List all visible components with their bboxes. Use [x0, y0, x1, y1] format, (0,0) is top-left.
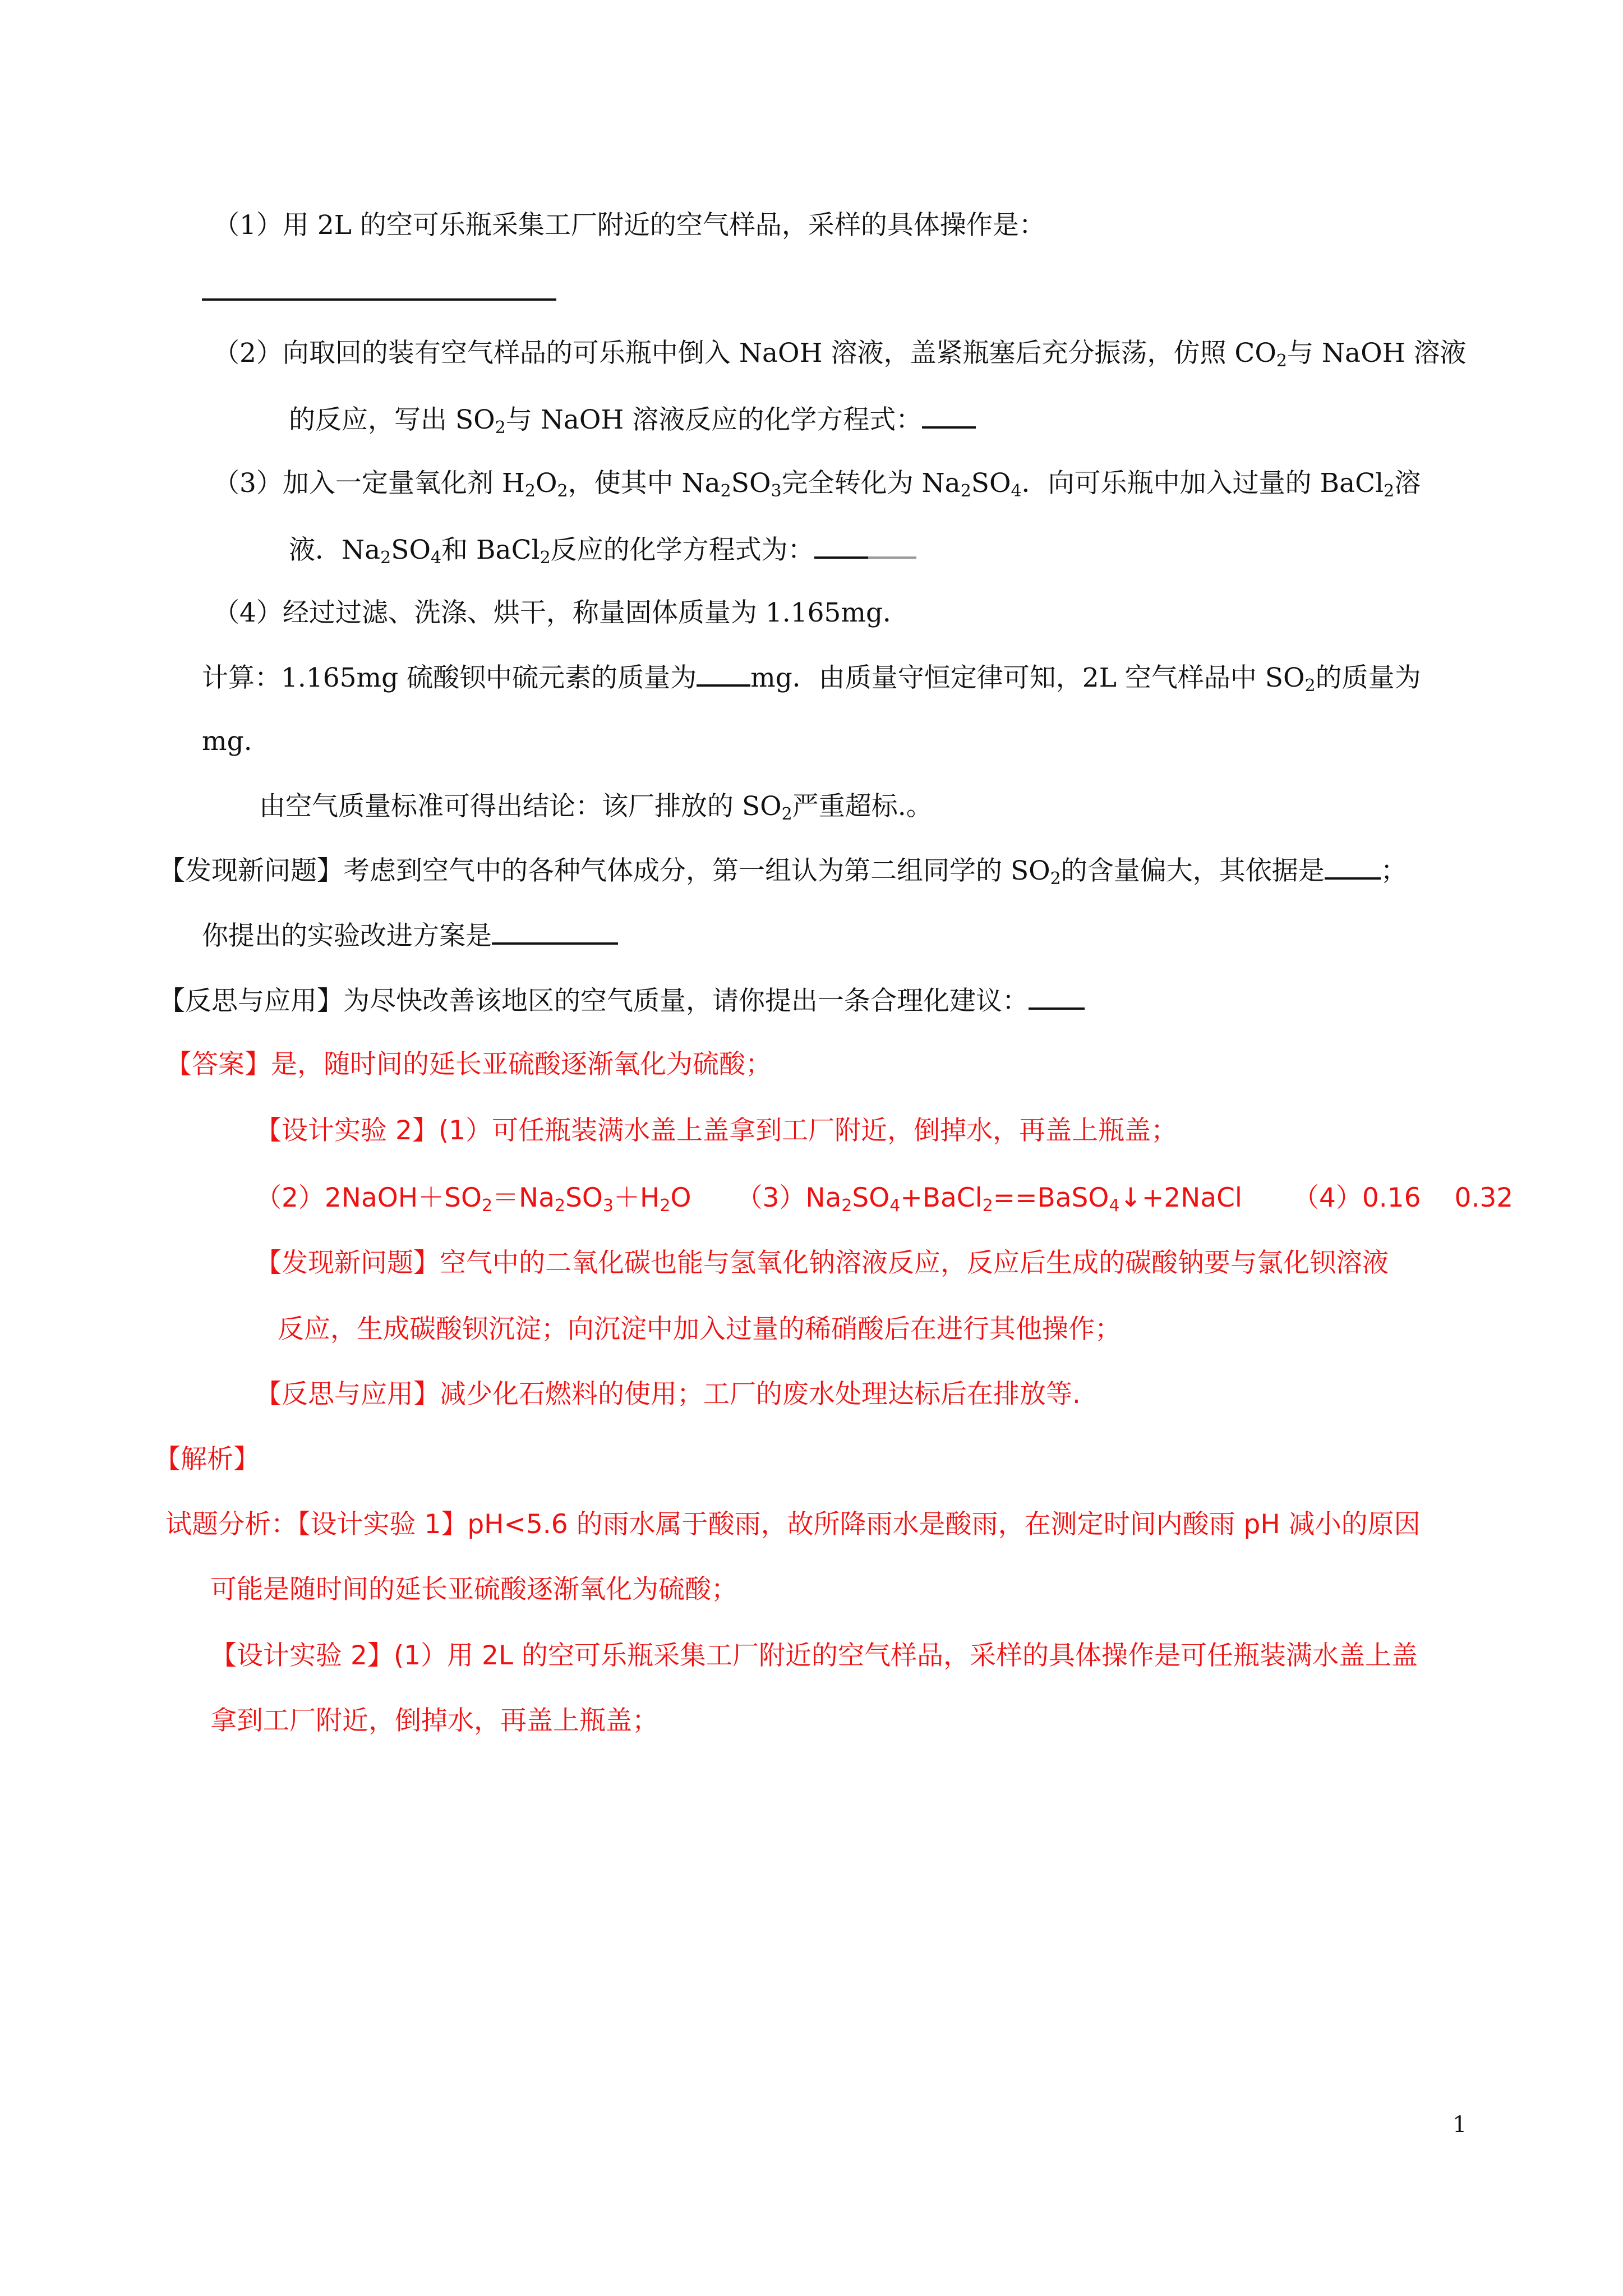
question-label: （1） — [213, 210, 283, 241]
question-3-cont: 液．$Na_2SO_4$和 BaCl$_2$反应的化学方程式为： — [289, 532, 916, 567]
section-tag: 【答案】 — [165, 1049, 271, 1080]
answer-blank — [492, 918, 618, 945]
question-label: （2） — [213, 338, 283, 369]
question-4: （4）经过过滤、洗涤、烘干，称量固体质量为 1.165mg． — [213, 597, 910, 628]
analysis-line-2: 可能是随时间的延长亚硫酸逐渐氧化为硫酸； — [210, 1574, 737, 1605]
section-tag: 【解析】 — [154, 1444, 260, 1475]
section-tag: 【发现新问题】 — [159, 855, 343, 886]
page-number: 1 — [1453, 2112, 1467, 2138]
analysis-heading — [154, 1443, 260, 1476]
question-text: 用 2L 的空可乐瓶采集工厂附近的空气样品，采样的具体操作是： — [282, 210, 1045, 241]
answer-blank — [922, 402, 976, 429]
answer-new-problem: 【发现新问题】空气中的二氧化碳也能与氢氧化钠溶液反应，反应后生成的碳酸钠要与氯化钡溶液 — [255, 1248, 1389, 1278]
answer-heading: 【答案】是，随时间的延长亚硫酸逐渐氧化为硫酸； — [165, 1049, 772, 1080]
answer-blank — [814, 532, 868, 559]
question-label: （4） — [213, 597, 283, 628]
section-tag: 【设计实验 2】 — [210, 1640, 394, 1671]
analysis-line-3: 【设计实验 2】(1）用 2L 的空可乐瓶采集工厂附近的空气样品，采样的具体操作是可任瓶装满水盖上盖 — [210, 1640, 1418, 1671]
answer-blank-gray — [868, 532, 916, 559]
calculation-unit: mg. — [202, 726, 252, 757]
question-label: （3） — [213, 468, 283, 499]
answer-blank — [697, 660, 750, 687]
new-problem: 【发现新问题】考虑到空气中的各种气体成分，第一组认为第二组同学的 $SO_2$的含量偏大，其依据是 ； — [159, 853, 1407, 888]
section-tag: 【发现新问题】 — [255, 1248, 440, 1278]
question-1 — [213, 209, 1045, 242]
conclusion: 由空气质量标准可得出结论：该厂排放的 $SO_2$严重超标.。 — [259, 791, 933, 824]
analysis-line-4: 拿到工厂附近，倒掉水，再盖上瓶盖； — [210, 1705, 658, 1736]
answer-equations: $(2)2NaOH+SO_2=Na_2SO_3+H_2O$ $(3)Na_2SO_4+BaCl_2==BaSO_4↓+2NaCl$ （4）0.16 0.32 — [255, 1182, 1514, 1216]
answer-blank — [1029, 983, 1085, 1010]
question-2-cont: 的反应，写出 $SO_2$与 NaOH 溶液反应的化学方程式： — [289, 402, 976, 437]
answer-blank — [1325, 853, 1381, 880]
section-tag: 【设计实验 1】 — [297, 1509, 468, 1540]
answer-blank — [202, 298, 556, 301]
answer-design-2: 【设计实验 2】(1）可任瓶装满水盖上盖拿到工厂附近，倒掉水，再盖上瓶盖； — [255, 1115, 1178, 1146]
new-problem-cont: 你提出的实验改进方案是 — [202, 918, 618, 953]
section-tag: 【反思与应用】 — [255, 1379, 440, 1410]
calculation: 计算：1.165mg 硫酸钡中硫元素的质量为 mg．由质量守恒定律可知，2L 空气样品中 $SO_2$的质量为 — [202, 660, 1421, 695]
answer-reflection: 【反思与应用】减少化石燃料的使用；工厂的废水处理达标后在排放等. — [255, 1379, 1081, 1410]
reflection: 【反思与应用】为尽快改善该地区的空气质量，请你提出一条合理化建议： — [159, 983, 1085, 1018]
question-2: （2）向取回的装有空气样品的可乐瓶中倒入 NaOH 溶液，盖紧瓶塞后充分振荡，仿照 $CO_2$与 NaOH 溶液 — [213, 338, 1467, 371]
question-3: （3）加入一定量氧化剂 $H_2O_2$，使其中 $Na_2SO_3$完全转化为 $Na_2SO_4$．向可乐瓶中加入过量的 BaCl$_2$溶 — [213, 468, 1421, 501]
answer-new-problem-cont: 反应，生成碳酸钡沉淀；向沉淀中加入过量的稀硝酸后在进行其他操作； — [278, 1314, 1121, 1345]
section-tag: 【反思与应用】 — [159, 986, 343, 1016]
section-tag: 【设计实验 2】 — [255, 1115, 439, 1146]
analysis-line-1: 试题分析：【设计实验 1】pH<5.6 的雨水属于酸雨，故所降雨水是酸雨，在测定时间内酸雨 pH 减小的原因 — [165, 1509, 1421, 1540]
